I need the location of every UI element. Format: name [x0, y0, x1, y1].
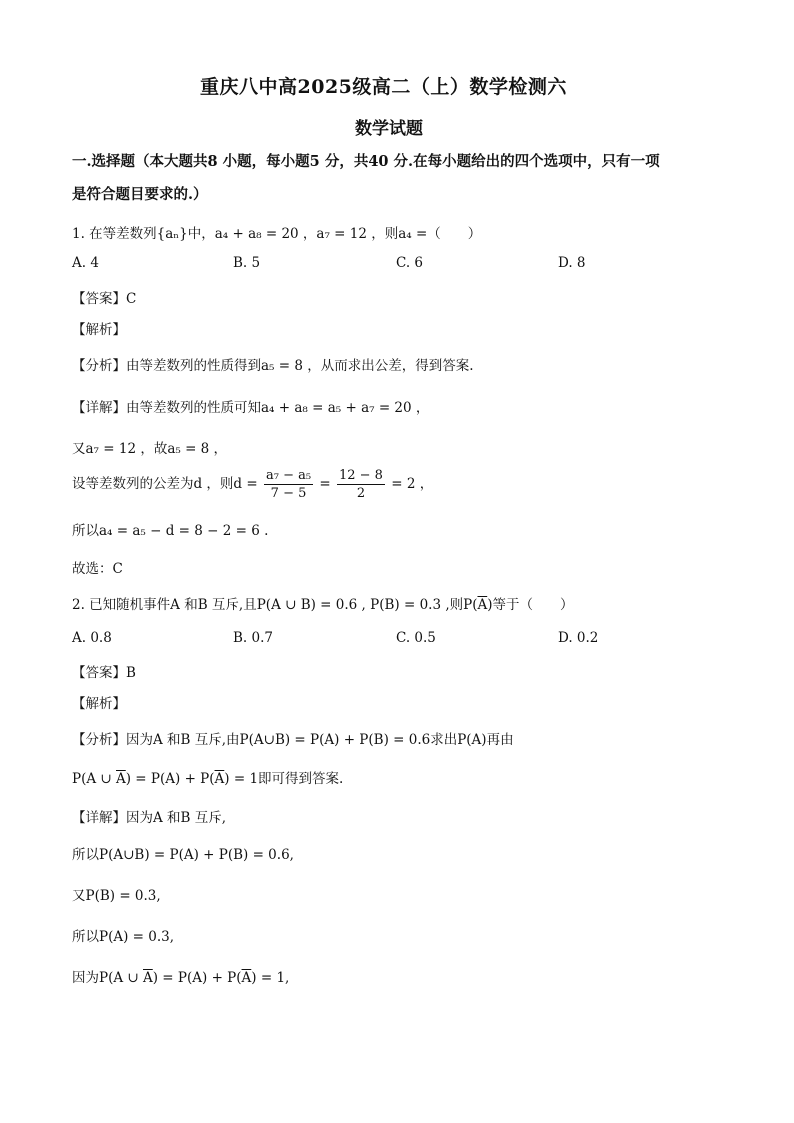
- q1-step-2: [72, 467, 433, 502]
- q2-option-c: C. 0.5: [396, 630, 436, 646]
- q1-fraction-1: [264, 467, 313, 502]
- q2-analysis-2-complement-2: $\overline{A}$: [214, 771, 225, 787]
- q1-answer: 【答案】C: [72, 291, 137, 307]
- q2-answer: 【答案】B: [72, 665, 136, 681]
- q2-step-1: 所以P(A∪B) = P(A) + P(B) = 0.6,: [72, 847, 294, 863]
- q2-step-4-middle: ) = P(A) + P(: [152, 970, 242, 986]
- q1-option-c: C. 6: [396, 255, 424, 271]
- q2-step-4-complement-2: $\overline{A}$: [241, 970, 252, 986]
- q2-analysis-2-suffix: ) = 1即可得到答案.: [224, 771, 344, 787]
- q2-step-4-suffix: ) = 1,: [251, 970, 290, 986]
- page-subtitle: 数学试题: [355, 119, 423, 139]
- q1-jiexi-label: 【解析】: [72, 322, 126, 338]
- q2-step-3: 所以P(A) = 0.3,: [72, 929, 175, 945]
- q1-step-3: 所以a₄ = a₅ − d = 8 − 2 = 6 .: [72, 523, 269, 539]
- q2-option-b: B. 0.7: [233, 630, 273, 646]
- page-title: 重庆八中高2025级高二（上）数学检测六: [200, 76, 567, 98]
- q1-step-2-prefix: 设等差数列的公差为d ，则d =: [72, 476, 258, 492]
- q2-step-2: 又P(B) = 0.3,: [72, 888, 161, 904]
- q2-jiexi-label: 【解析】: [72, 696, 126, 712]
- section-heading-line1: 一.选择题（本大题共8 小题，每小题5 分，共40 分.在每小题给出的四个选项中，只有一项: [72, 153, 660, 170]
- q2-step-4-complement-1: $\overline{A}$: [143, 970, 153, 986]
- q1-analysis: 【分析】由等差数列的性质得到a₅ = 8 ，从而求出公差，得到答案.: [72, 358, 474, 374]
- q2-analysis-line-2: [72, 767, 343, 787]
- q2-analysis-2-prefix: P(A ∪: [72, 771, 116, 787]
- q2-analysis-2-middle: ) = P(A) + P(: [125, 771, 215, 787]
- q1-option-b: B. 5: [233, 255, 261, 271]
- q2-stem-prefix: 2. 已知随机事件A 和B 互斥,且P(A ∪ B) = 0.6 , P(B) = 0.3 ,则P(: [72, 597, 478, 613]
- q2-option-a: A. 0.8: [72, 630, 112, 646]
- q1-fraction-2: [337, 467, 385, 502]
- q2-step-4-prefix: 因为P(A ∪: [72, 970, 143, 986]
- q1-fraction-2-numerator: 12 − 8: [338, 468, 383, 483]
- q1-detail: 【详解】由等差数列的性质可知a₄ + a₈ = a₅ + a₇ = 20 ，: [72, 400, 430, 416]
- question-1-stem: 1. 在等差数列{aₙ}中，a₄ + a₈ = 20 ，a₇ = 12 ，则a₄ =（ ）: [72, 226, 482, 242]
- q1-fraction-1-denominator: 7 − 5: [270, 486, 307, 501]
- q2-detail: 【详解】因为A 和B 互斥,: [72, 810, 227, 826]
- q2-step-4: [72, 966, 289, 986]
- q1-step-2-equals: =: [319, 476, 331, 492]
- q2-stem-suffix: )等于（ ）: [487, 597, 574, 613]
- q1-fraction-1-numerator: a₇ − a₅: [265, 468, 312, 483]
- q2-analysis-2-complement-1: $\overline{A}$: [116, 771, 126, 787]
- section-heading-line2: 是符合题目要求的.）: [72, 186, 208, 203]
- q1-option-d: D. 8: [558, 255, 586, 271]
- q1-step-1: 又a₇ = 12 ，故a₅ = 8 ，: [72, 441, 228, 457]
- q2-option-d: D. 0.2: [558, 630, 599, 646]
- q1-option-a: A. 4: [72, 255, 99, 271]
- q2-analysis: 【分析】因为A 和B 互斥,由P(A∪B) = P(A) + P(B) = 0.6求出P(A)再由: [72, 732, 514, 748]
- q1-fraction-2-denominator: 2: [356, 486, 366, 501]
- q2-stem-complement: $\overline{A}$: [477, 597, 488, 613]
- q1-step-2-suffix: = 2 ，: [391, 476, 434, 492]
- q1-choice: 故选：C: [72, 561, 123, 577]
- question-2-stem: [72, 593, 574, 613]
